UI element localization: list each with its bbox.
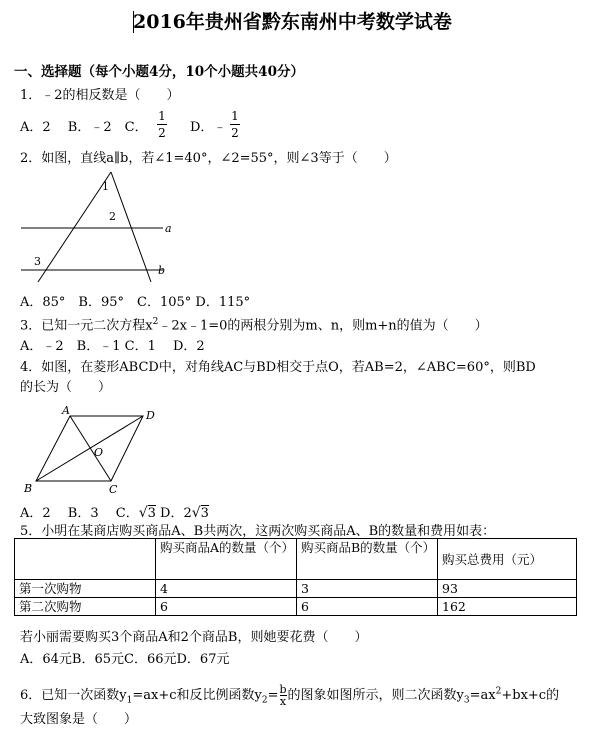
question-3-stem-pre: 3．已知一元二次方程x <box>20 318 153 334</box>
line-label-a: a <box>165 222 172 235</box>
question-4-options <box>20 506 209 520</box>
table-header-cell <box>15 539 156 580</box>
table-cell: 6 <box>156 598 297 616</box>
table-row <box>15 580 577 598</box>
fraction-numerator: 1 <box>158 109 166 123</box>
transversal-left <box>38 172 111 282</box>
fraction-denominator: 2 <box>158 126 166 140</box>
q6-text: +bx+c的 <box>501 688 560 703</box>
question-5-options: A．64元B．65元C．66元D．67元 <box>20 652 230 667</box>
section-heading: 一、选择题（每个小题4分，10个小题共40分） <box>14 64 304 80</box>
q6-text: = <box>267 688 279 703</box>
question-4-stem-line1: 4．如图，在菱形ABCD中，对角线AC与BD相交于点O，若AB=2，∠ABC=60°，则BD <box>20 360 536 375</box>
angle-label-1: 1 <box>102 180 109 193</box>
vertex-c: C <box>109 483 118 496</box>
q6-sup: 2 <box>495 686 502 697</box>
question-2-figure <box>18 170 183 290</box>
fraction-numerator: b <box>279 683 287 696</box>
question-1-fraction-d <box>230 110 240 139</box>
fraction-denominator: x <box>279 695 287 708</box>
question-6-stem-line1 <box>20 684 559 707</box>
table-header-row <box>15 539 577 580</box>
question-5-table <box>14 538 577 616</box>
q6-sub: 2 <box>261 695 268 706</box>
table-header-cell: 购买商品B的数量（个） <box>297 539 438 580</box>
table-row <box>15 598 577 616</box>
question-4-stem-line2: 的长为（ ） <box>20 380 112 395</box>
sqrt-symbol: √ <box>138 505 148 521</box>
fraction-denominator: 2 <box>231 126 239 140</box>
question-4-figure <box>18 402 168 498</box>
question-6-fraction <box>280 684 287 707</box>
vertex-b: B <box>24 482 33 495</box>
table-cell: 6 <box>297 598 438 616</box>
question-3-exponent: 2 <box>152 317 159 327</box>
table-cell: 4 <box>156 580 297 598</box>
question-3-stem <box>20 318 488 332</box>
transversal-right <box>111 172 151 282</box>
q6-text: =ax+c和反比例函数y <box>132 688 262 703</box>
table-cell: 3 <box>297 580 438 598</box>
question-3-stem-post: ﹣2x﹣1=0的两根分别为m、n，则m+n的值为（ ） <box>158 318 488 334</box>
q6-sub: 1 <box>126 695 133 706</box>
question-1-options: A．2 B．﹣2 C． <box>20 120 148 135</box>
diagonal-ac <box>70 416 111 481</box>
table-cell: 162 <box>438 598 577 616</box>
page-title: 2016年贵州省黔东南州中考数学试卷 <box>133 11 452 33</box>
question-4-radicand-c: 3 <box>147 506 156 521</box>
q6-text: 的图象如图所示，则二次函数y <box>287 688 464 703</box>
angle-label-3: 3 <box>34 255 41 268</box>
fraction-numerator: 1 <box>231 109 239 123</box>
question-3-options: A．﹣2 B．﹣1 C．1 D．2 <box>20 339 205 354</box>
question-2-options: A．85° B．95° C．105° D．115° <box>20 295 251 310</box>
question-4-radicand-d: 3 <box>200 506 209 521</box>
question-6-stem-line2: 大致图象是（ ） <box>20 712 138 727</box>
question-4-option-d: D．2 <box>155 506 192 521</box>
question-4-options-abc: A．2 B．3 C． <box>20 506 139 521</box>
vertex-a: A <box>62 404 70 417</box>
table-cell: 93 <box>438 580 577 598</box>
table-header-cell: 购买总费用（元） <box>438 539 577 580</box>
angle-label-2: 2 <box>109 210 116 223</box>
sqrt-symbol: √ <box>191 505 201 521</box>
question-5-followup: 若小丽需要购买3个商品A和2个商品B，则她要花费（ ） <box>20 630 368 645</box>
table-cell: 第一次购物 <box>15 580 156 598</box>
vertex-d: D <box>146 409 155 422</box>
question-1-option-d: D．﹣ <box>190 120 227 135</box>
point-o: O <box>94 446 104 459</box>
q6-sub: 3 <box>463 695 470 706</box>
q6-text: 6．已知一次函数y <box>20 688 127 703</box>
q6-text: =ax <box>469 688 496 703</box>
line-label-b: b <box>158 264 166 277</box>
table-header-cell: 购买商品A的数量（个） <box>156 539 297 580</box>
question-5-stem: 5．小明在某商店购买商品A、B共两次，这两次购买商品A、B的数量和费用如表： <box>20 524 496 539</box>
table-cell: 第二次购物 <box>15 598 156 616</box>
question-1-stem: 1．﹣2的相反数是（ ） <box>20 88 180 103</box>
question-1-fraction-c <box>157 110 167 139</box>
question-2-stem: 2．如图，直线a∥b，若∠1=40°，∠2=55°，则∠3等于（ ） <box>20 151 397 166</box>
